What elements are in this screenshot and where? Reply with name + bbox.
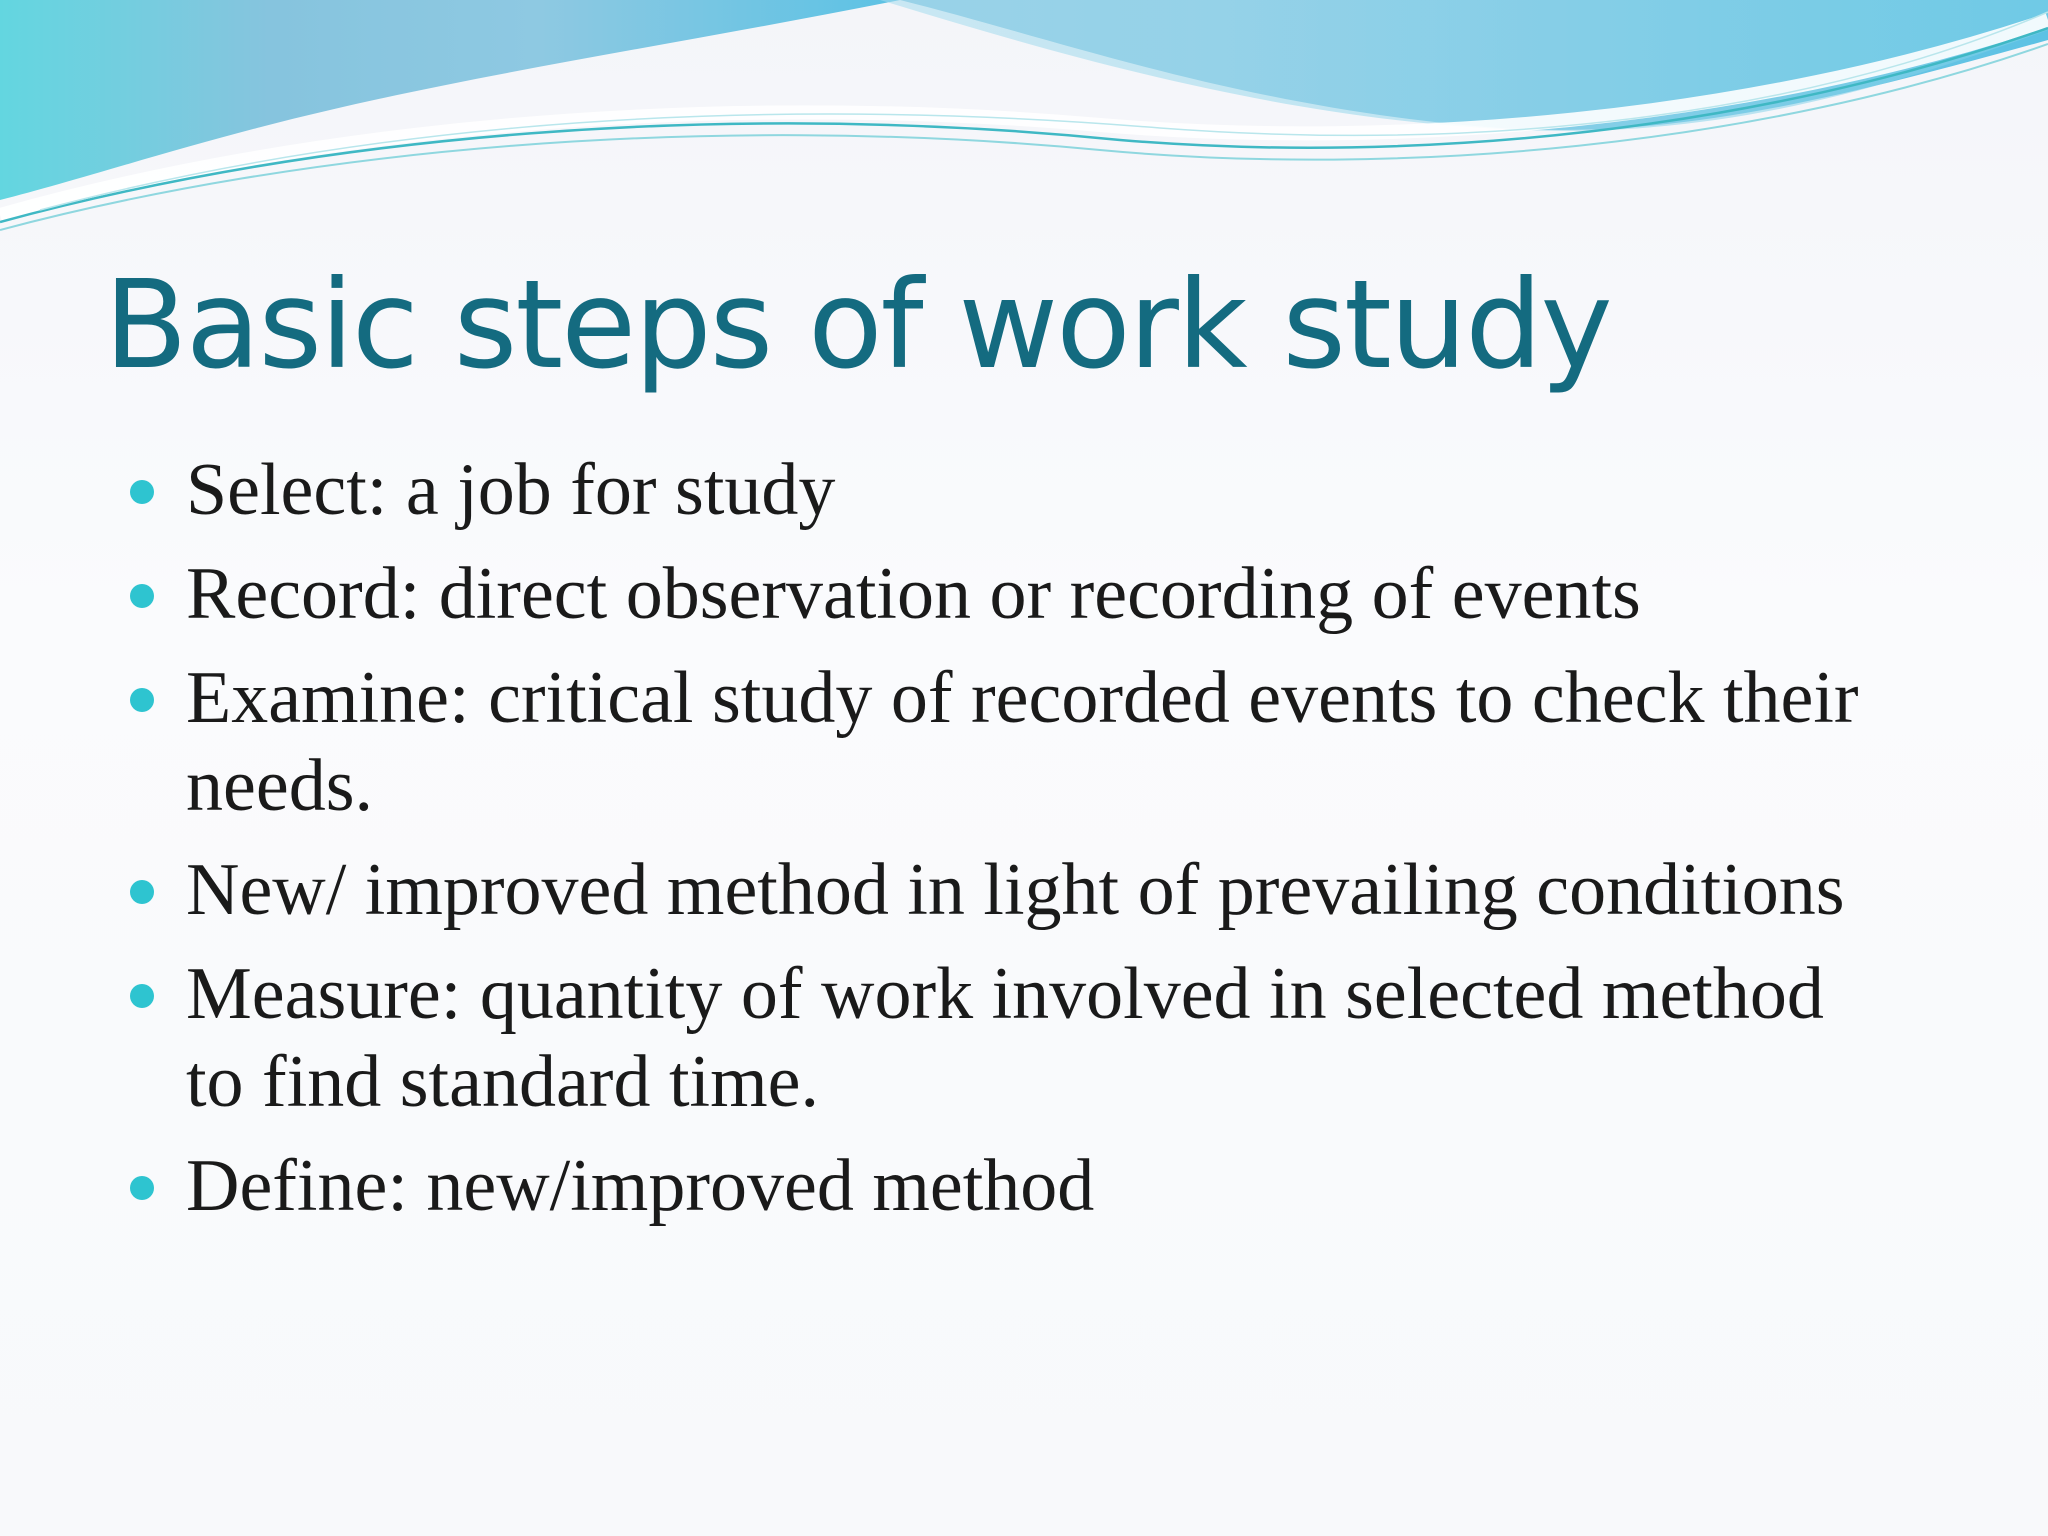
bullet-dot-icon — [130, 1176, 154, 1200]
bullet-dot-icon — [130, 984, 154, 1008]
bullet-text: Examine: critical study of recorded events to check their needs. — [186, 657, 1859, 827]
bullet-dot-icon — [130, 880, 154, 904]
header-wave-decoration — [0, 0, 2048, 240]
bullet-text: Select: a job for study — [186, 449, 836, 531]
bullet-item — [128, 846, 1888, 934]
bullet-list — [128, 446, 1888, 1246]
bullet-item — [128, 550, 1888, 638]
bullet-text: New/ improved method in light of prevailing conditions — [186, 849, 1845, 931]
bullet-text: Record: direct observation or recording of events — [186, 553, 1641, 635]
bullet-item — [128, 950, 1888, 1126]
bullet-dot-icon — [130, 688, 154, 712]
bullet-dot-icon — [130, 480, 154, 504]
bullet-item — [128, 1142, 1888, 1230]
bullet-text: Define: new/improved method — [186, 1145, 1095, 1227]
slide-title: Basic steps of work study — [104, 254, 1611, 396]
wave-band-left — [0, 0, 900, 200]
bullet-dot-icon — [130, 584, 154, 608]
bullet-item — [128, 654, 1888, 830]
bullet-item — [128, 446, 1888, 534]
bullet-text: Measure: quantity of work involved in selected method to find standard time. — [186, 953, 1824, 1123]
